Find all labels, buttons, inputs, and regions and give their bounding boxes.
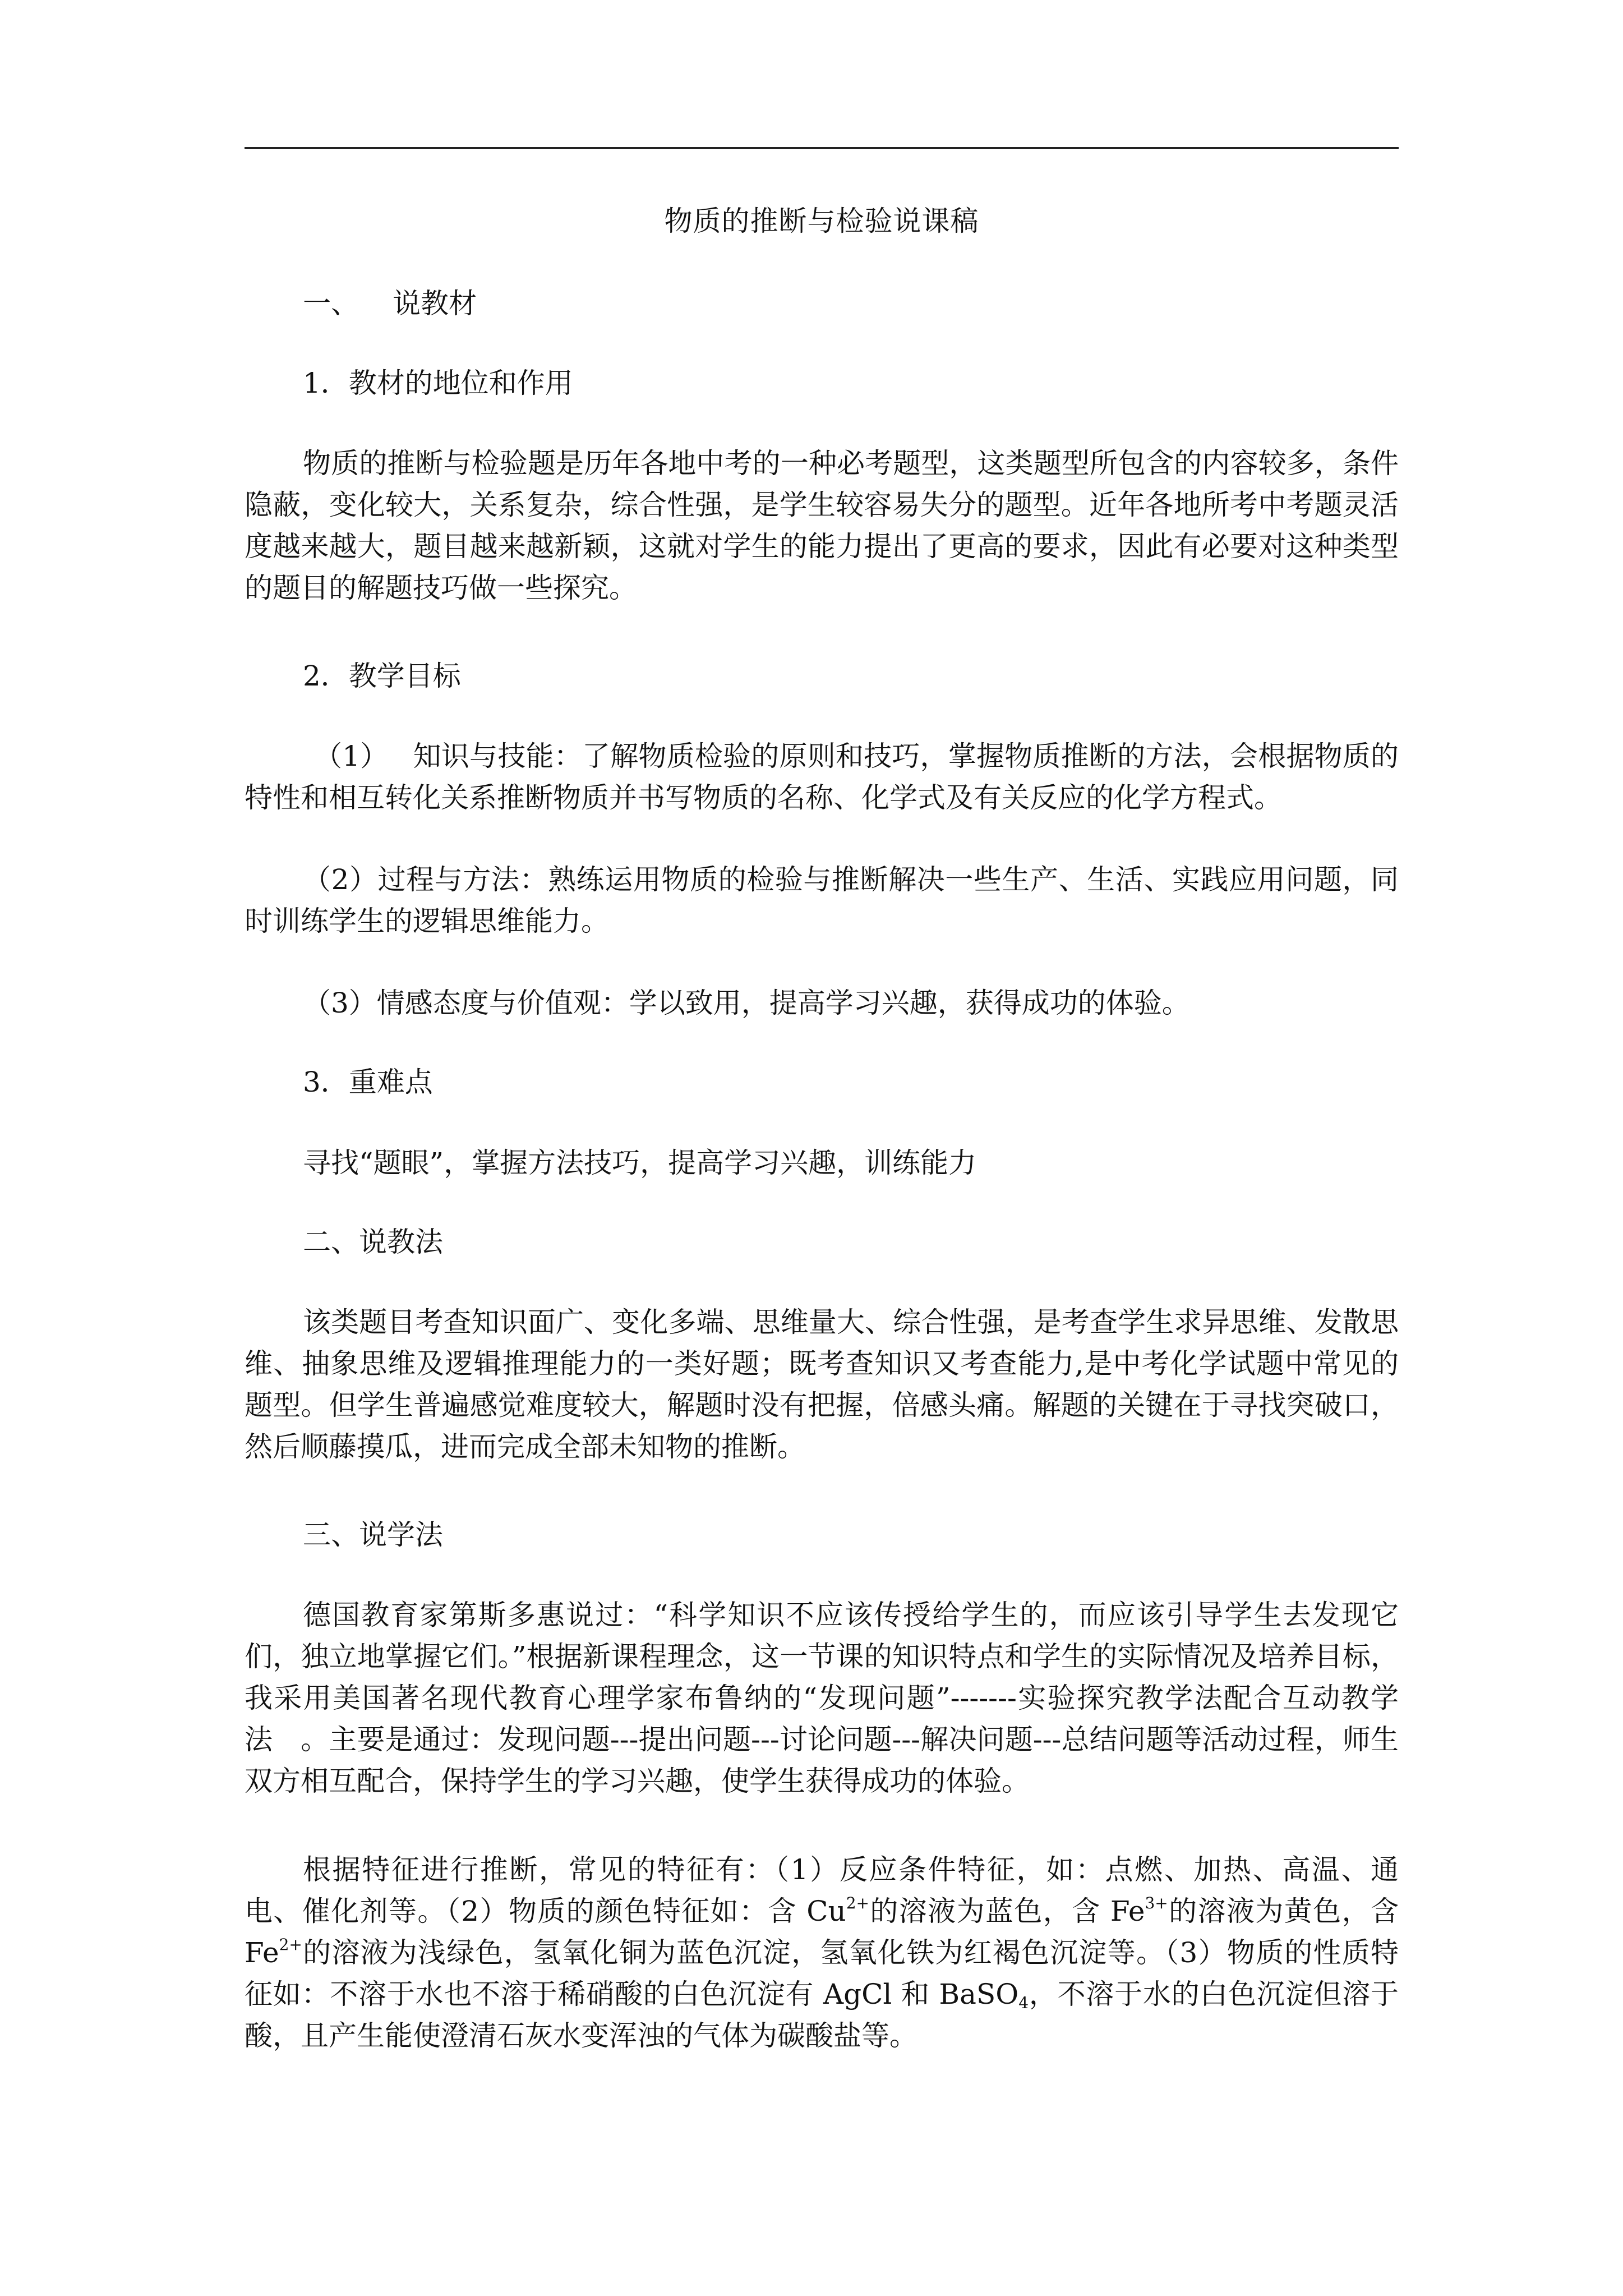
text-run: 的溶液为浅绿色，氢氧化铜为蓝色沉淀，氢氧化铁为红褐色沉淀等。（3）物质的性质特征如：不溶于水也不溶于稀硝酸的白色沉淀有 AgCl 和 BaSO: [245, 1936, 1399, 2010]
goal-knowledge-skills: [245, 735, 1399, 818]
paragraph-position-role: 物质的推断与检验题是历年各地中考的一种必考题型，这类题型所包含的内容较多，条件隐蔽，变化较大，关系复杂，综合性强，是学生较容易失分的题型。近年各地所考中考题灵活度越来越大，题目越来越新颖，这就对学生的能力提出了更高的要求，因此有必要对这种类型的题目的解题技巧做一些探究。: [245, 447, 1399, 604]
goal-attitude-values: （3）情感态度与价值观：学以致用，提高学习兴趣，获得成功的体验。: [303, 987, 1190, 1019]
section-heading-1: [303, 283, 477, 324]
section-heading-2: 二、说教法: [303, 1226, 443, 1258]
header-rule: [245, 147, 1399, 149]
text-run: ，不溶于水的白色沉淀但溶于酸，且产生能使澄清石灰水变浑浊的气体为碳酸盐等。: [245, 1978, 1399, 2052]
text-run: 根据特征进行推断，常见的特征有：（1）反应条件特征，如：点燃、加热、高温、通电、催化剂等。（2）物质的颜色特征如：含 Cu: [245, 1853, 1399, 1927]
sulfate-subscript: 4: [1018, 1994, 1029, 2012]
goal-process-methods: （2）过程与方法：熟练运用物质的检验与推断解决一些生产、生活、实践应用问题，同时训练学生的逻辑思维能力。: [245, 863, 1399, 937]
text-run: 的溶液为蓝色，含 Fe: [869, 1895, 1145, 1927]
section-1-title: 说教材: [393, 287, 477, 320]
paragraph-learning-method: 德国教育家第斯多惠说过：“科学知识不应该传授给学生的，而应该引导学生去发现它们，独立地掌握它们。”根据新课程理念，这一节课的知识特点和学生的实际情况及培养目标，我采用美国著名现代教育心理学家布鲁纳的“发现问题”-------实验探究教学法配合互动教学法 。主要是通过：发现问题---提出问题---讨论问题---解决问题---总结问题等活动过程，师生双方相互配合，保持学生的学习兴趣，使学生获得成功的体验。: [245, 1599, 1399, 1797]
section-1-number: 一、: [303, 287, 359, 320]
subheading-key-points: 3．重难点: [303, 1066, 433, 1098]
cu-ion-charge: 2+: [846, 1894, 869, 1912]
goal-1-number: （1）: [314, 740, 389, 772]
paragraph-teaching-method: 该类题目考查知识面广、变化多端、思维量大、综合性强，是考查学生求异思维、发散思维、抽象思维及逻辑推理能力的一类好题；既考查知识又考查能力,是中考化学试题中常见的题型。但学生普遍感觉难度较大，解题时没有把握，倍感头痛。解题的关键在于寻找突破口，然后顺藤摸瓜，进而完成全部未知物的推断。: [245, 1306, 1399, 1463]
section-heading-3: 三、说学法: [303, 1519, 443, 1551]
key-points-text: 寻找“题眼”，掌握方法技巧，提高学习兴趣，训练能力: [303, 1147, 977, 1179]
fe3-ion-charge: 3+: [1145, 1894, 1168, 1912]
subheading-position-role: 1．教材的地位和作用: [303, 367, 573, 399]
text-run: 的溶液为黄色，含 Fe: [245, 1895, 1399, 1969]
fe2-ion-charge: 2+: [279, 1935, 302, 1954]
subheading-teaching-goals: 2．教学目标: [303, 660, 461, 692]
paragraph-feature-inference: [245, 1849, 1399, 2056]
document-title: 物质的推断与检验说课稿: [664, 205, 979, 237]
goal-1-text: 知识与技能：了解物质检验的原则和技巧，掌握物质推断的方法，会根据物质的特性和相互转化关系推断物质并书写物质的名称、化学式及有关反应的化学方程式。: [245, 740, 1399, 814]
